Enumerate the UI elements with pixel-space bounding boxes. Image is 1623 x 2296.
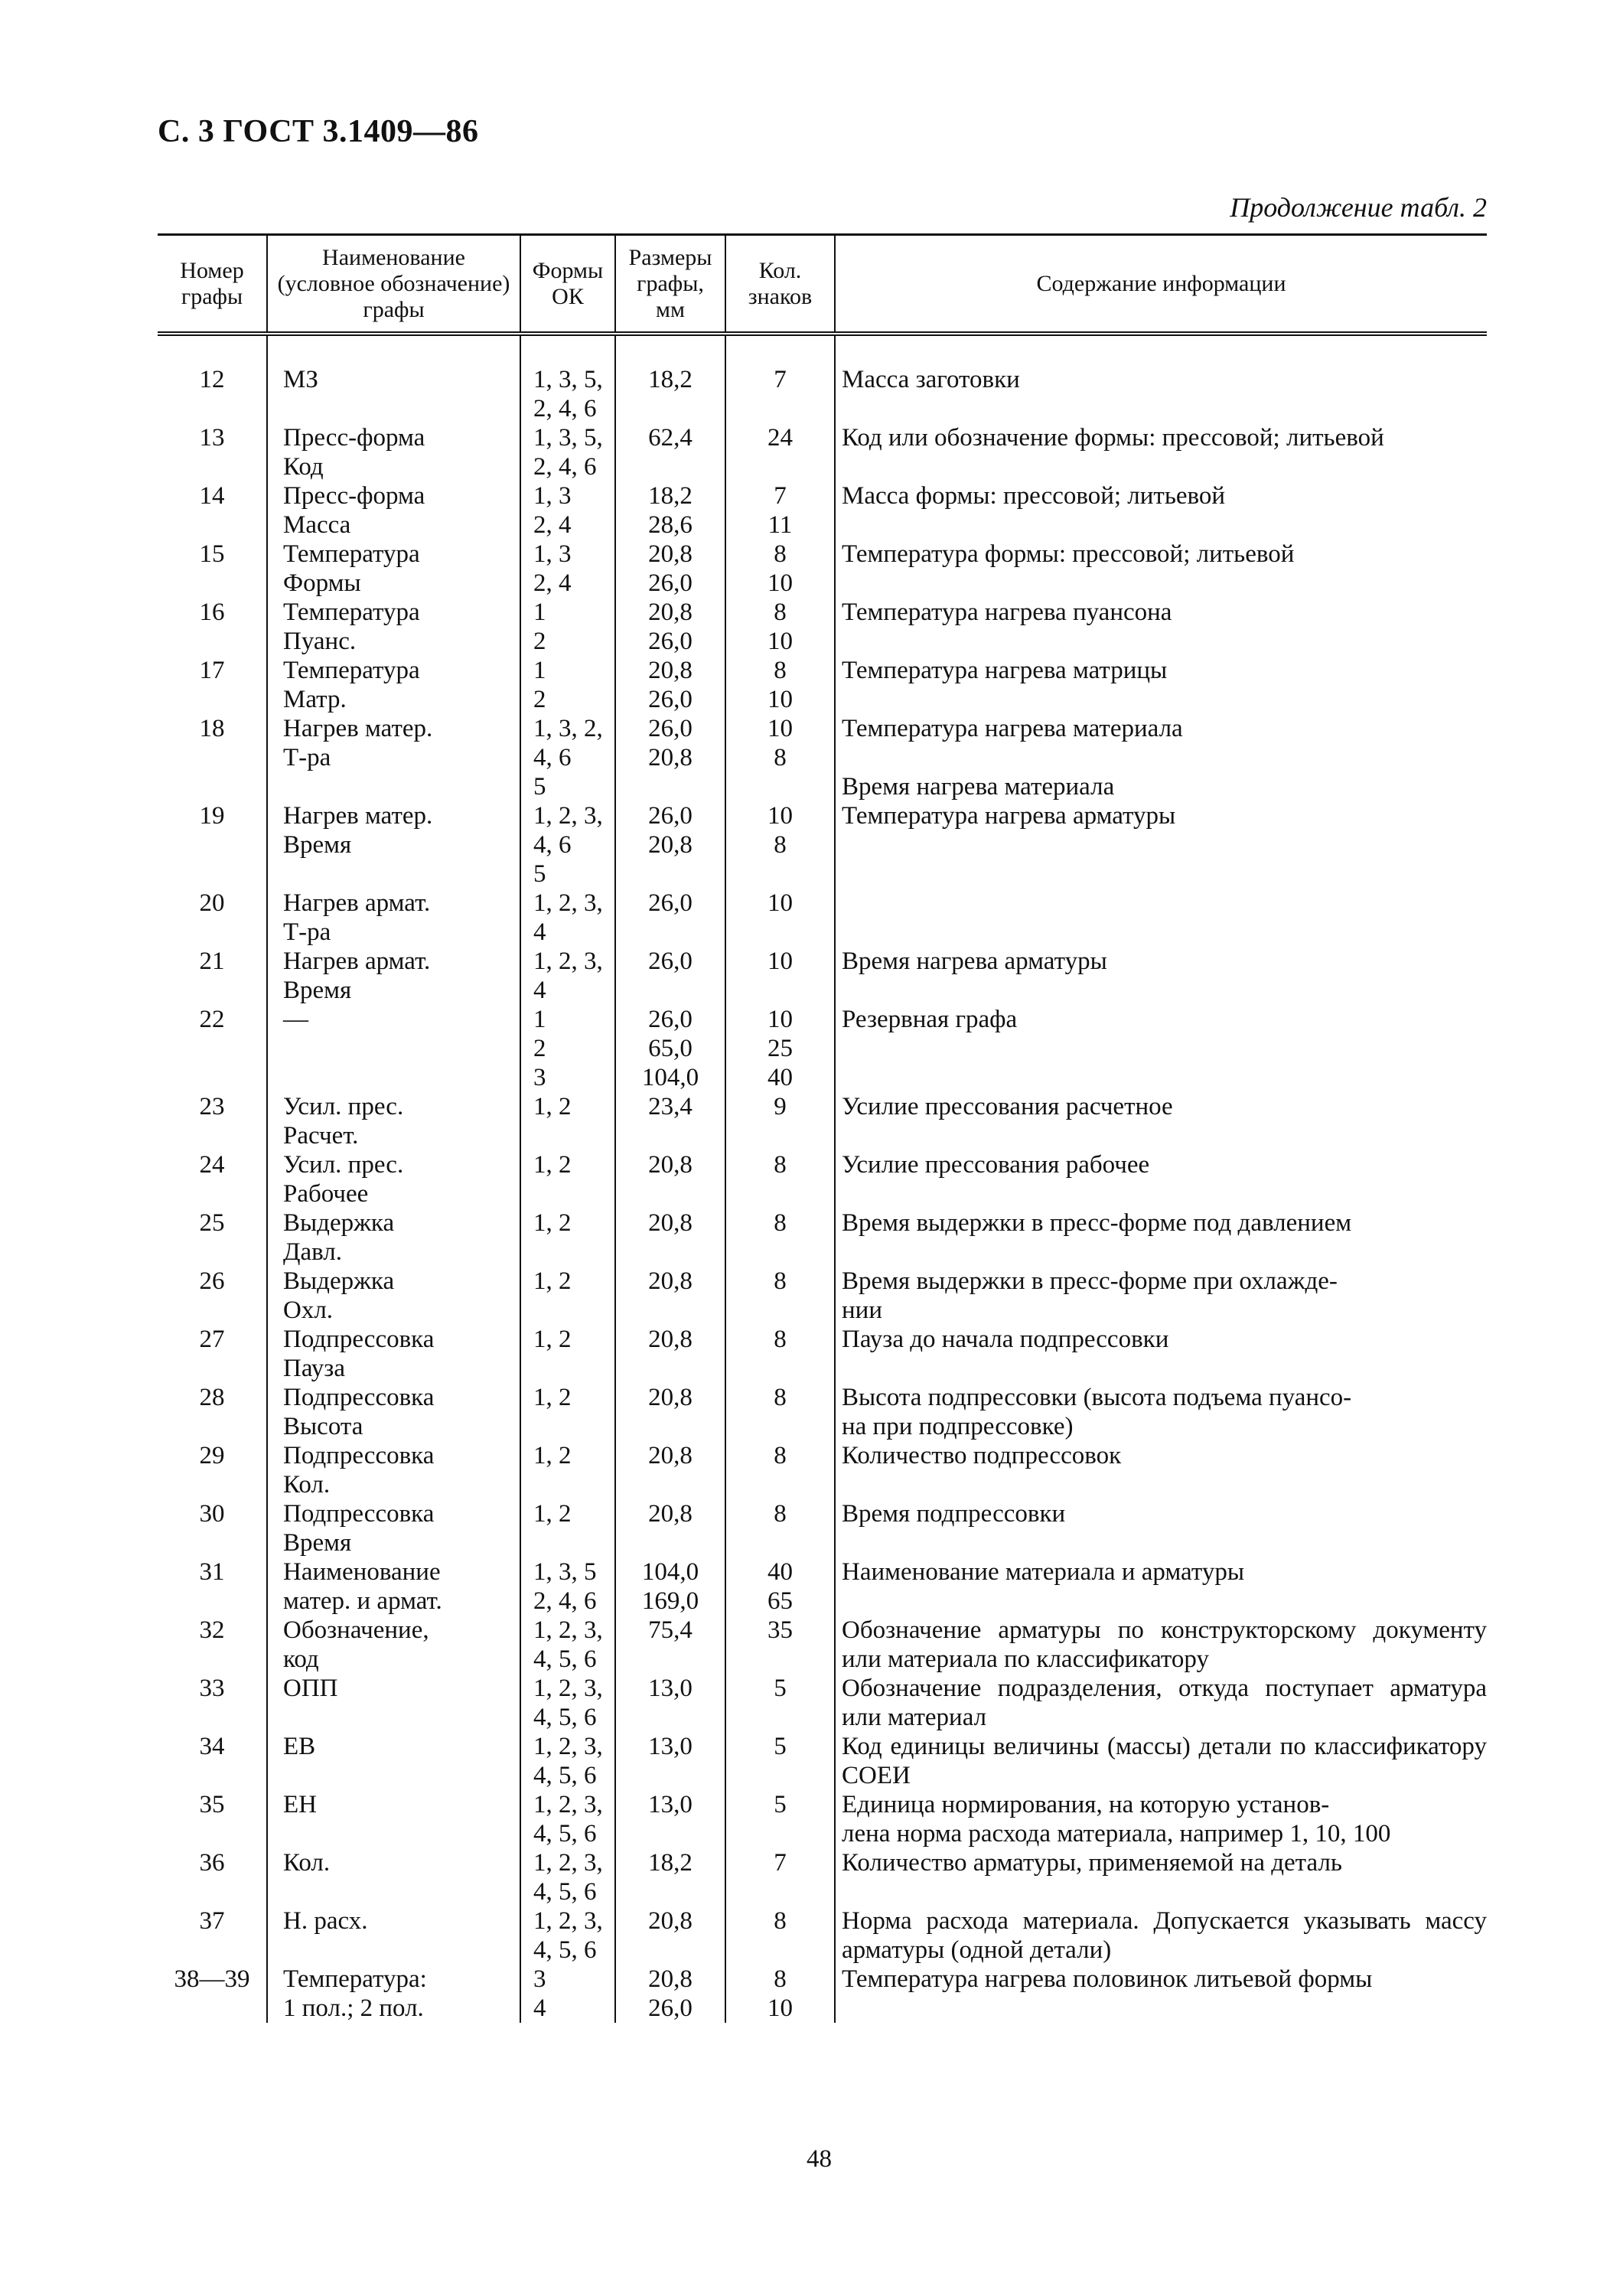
cell-name: Кол. — [267, 1848, 520, 1906]
cell-name: Нагрев армат. Время — [267, 947, 520, 1005]
cell-name: Температура Формы — [267, 540, 520, 598]
cell-info: Время выдержки в пресс-форме при охлажде- нии — [835, 1267, 1487, 1325]
cell-sizes: 104,0 169,0 — [615, 1557, 725, 1616]
cell-name: Выдержка Давл. — [267, 1208, 520, 1267]
cell-forms: 1, 3 2, 4 — [520, 481, 615, 540]
cell-info: Обозначение арматуры по конструкторскому документу или материала по классификатору — [835, 1616, 1487, 1674]
cell-chars: 8 — [725, 1208, 835, 1267]
cell-chars: 8 — [725, 1906, 835, 1965]
cell-number: 32 — [199, 1616, 225, 1644]
cell-info: Температура формы: прессовой; литьевой — [835, 540, 1487, 598]
cell-chars: 8 10 — [725, 540, 835, 598]
table-row — [158, 1499, 1487, 1557]
cell-number: 21 — [199, 947, 225, 975]
cell-chars: 8 10 — [725, 598, 835, 656]
cell-forms: 1, 3, 2, 4, 6 5 — [520, 714, 615, 801]
table-row — [158, 1208, 1487, 1267]
cell-sizes: 20,8 26,0 — [615, 1965, 725, 2023]
column-header-chars: Кол. знаков — [725, 235, 835, 334]
cell-info: Наименование материала и арматуры — [835, 1557, 1487, 1616]
cell-chars: 35 — [725, 1616, 835, 1674]
cell-number: 31 — [199, 1558, 225, 1586]
cell-sizes: 20,8 26,0 — [615, 598, 725, 656]
column-header-name: Наименование (условное обозначение) графы — [267, 235, 520, 334]
cell-name: Усил. прес. Расчет. — [267, 1092, 520, 1150]
cell-name: Выдержка Охл. — [267, 1267, 520, 1325]
table-row — [158, 1092, 1487, 1150]
cell-info: Обозначение подразделения, откуда поступает арматура или материал — [835, 1674, 1487, 1732]
cell-name: Подпрессовка Кол. — [267, 1441, 520, 1499]
table-row — [158, 334, 1487, 423]
cell-forms: 1, 3, 5 2, 4, 6 — [520, 1557, 615, 1616]
table-row — [158, 947, 1487, 1005]
cell-chars: 9 — [725, 1092, 835, 1150]
cell-number: 23 — [199, 1093, 225, 1120]
cell-forms: 1, 2, 3, 4, 5, 6 — [520, 1616, 615, 1674]
table-header-row — [158, 235, 1487, 334]
cell-forms: 1, 2, 3, 4, 5, 6 — [520, 1790, 615, 1848]
cell-forms: 1, 2 — [520, 1499, 615, 1557]
cell-name: ЕВ — [267, 1732, 520, 1790]
table-row — [158, 1732, 1487, 1790]
cell-name: Н. расх. — [267, 1906, 520, 1965]
cell-sizes: 13,0 — [615, 1790, 725, 1848]
page-number: 48 — [807, 2145, 832, 2173]
table-row — [158, 1848, 1487, 1906]
cell-info: Время выдержки в пресс-форме под давлением — [835, 1208, 1487, 1267]
cell-sizes: 26,0 20,8 — [615, 801, 725, 889]
cell-number: 37 — [199, 1907, 225, 1935]
cell-info: Усилие прессования рабочее — [835, 1150, 1487, 1208]
cell-name: Обозначение, код — [267, 1616, 520, 1674]
cell-forms: 1 2 3 — [520, 1005, 615, 1092]
cell-number: 12 — [199, 366, 225, 393]
table-row — [158, 1557, 1487, 1616]
cell-info: Код единицы величины (массы) детали по классификатору СОЕИ — [835, 1732, 1487, 1790]
cell-info: Норма расхода материала. Допускается указывать массу арматуры (одной детали) — [835, 1906, 1487, 1965]
cell-forms: 1, 3, 5, 2, 4, 6 — [520, 334, 615, 423]
table-row — [158, 801, 1487, 889]
table-row — [158, 1005, 1487, 1092]
cell-name: Нагрев армат. Т-ра — [267, 889, 520, 947]
cell-sizes: 26,0 — [615, 889, 725, 947]
cell-number: 29 — [199, 1442, 225, 1469]
cell-forms: 1, 2, 3, 4, 5, 6 — [520, 1848, 615, 1906]
cell-number: 35 — [199, 1791, 225, 1818]
table-row — [158, 481, 1487, 540]
cell-chars: 5 — [725, 1674, 835, 1732]
cell-forms: 1, 2 — [520, 1267, 615, 1325]
page-header: С. 3 ГОСТ 3.1409—86 — [158, 114, 479, 149]
cell-chars: 8 10 — [725, 1965, 835, 2023]
cell-info: Усилие прессования расчетное — [835, 1092, 1487, 1150]
cell-number: 15 — [199, 540, 225, 568]
table-row — [158, 889, 1487, 947]
cell-number: 18 — [199, 715, 225, 742]
cell-info: Температура нагрева половинок литьевой формы — [835, 1965, 1487, 2023]
cell-number: 19 — [199, 802, 225, 830]
cell-info: Пауза до начала подпрессовки — [835, 1325, 1487, 1383]
cell-name: Наименование матер. и армат. — [267, 1557, 520, 1616]
cell-name: Температура Пуанс. — [267, 598, 520, 656]
cell-forms: 3 4 — [520, 1965, 615, 2023]
cell-forms: 1, 2, 3, 4, 5, 6 — [520, 1906, 615, 1965]
cell-sizes: 26,0 — [615, 947, 725, 1005]
cell-forms: 1, 3, 5, 2, 4, 6 — [520, 423, 615, 481]
cell-name: Усил. прес. Рабочее — [267, 1150, 520, 1208]
cell-info: Температура нагрева материала Время нагрева материала — [835, 714, 1487, 801]
cell-forms: 1, 2, 3, 4, 5, 6 — [520, 1732, 615, 1790]
cell-number: 16 — [199, 598, 225, 626]
cell-chars: 10 — [725, 889, 835, 947]
table-row — [158, 1790, 1487, 1848]
cell-name: Температура Матр. — [267, 656, 520, 714]
cell-info: Резервная графа — [835, 1005, 1487, 1092]
table-row — [158, 656, 1487, 714]
cell-forms: 1 2 — [520, 598, 615, 656]
cell-name: — — [267, 1005, 520, 1092]
cell-name: ОПП — [267, 1674, 520, 1732]
column-header-sizes: Размеры графы, мм — [615, 235, 725, 334]
cell-info: Температура нагрева матрицы — [835, 656, 1487, 714]
cell-number: 20 — [199, 889, 225, 917]
cell-chars: 8 — [725, 1499, 835, 1557]
table-row — [158, 714, 1487, 801]
cell-forms: 1, 2, 3, 4 — [520, 889, 615, 947]
table-row — [158, 1267, 1487, 1325]
column-header-forms: Формы ОК — [520, 235, 615, 334]
cell-info: Температура нагрева пуансона — [835, 598, 1487, 656]
cell-forms: 1, 2, 3, 4, 5, 6 — [520, 1674, 615, 1732]
cell-info: Масса формы: прессовой; литьевой — [835, 481, 1487, 540]
cell-sizes: 26,0 65,0 104,0 — [615, 1005, 725, 1092]
cell-name: Нагрев матер. Время — [267, 801, 520, 889]
cell-sizes: 20,8 26,0 — [615, 656, 725, 714]
cell-chars: 8 — [725, 1325, 835, 1383]
cell-chars: 40 65 — [725, 1557, 835, 1616]
cell-info: Температура нагрева арматуры — [835, 801, 1487, 889]
cell-sizes: 20,8 — [615, 1906, 725, 1965]
cell-sizes: 75,4 — [615, 1616, 725, 1674]
cell-sizes: 20,8 — [615, 1325, 725, 1383]
table-row — [158, 1965, 1487, 2023]
cell-info: Код или обозначение формы: прессовой; литьевой — [835, 423, 1487, 481]
cell-number: 26 — [199, 1267, 225, 1295]
cell-number: 38—39 — [174, 1965, 250, 1993]
cell-name: Пресс-форма Масса — [267, 481, 520, 540]
cell-forms: 1, 2, 3, 4, 6 5 — [520, 801, 615, 889]
cell-chars: 5 — [725, 1790, 835, 1848]
table-row — [158, 423, 1487, 481]
cell-sizes: 18,2 28,6 — [615, 481, 725, 540]
cell-sizes: 23,4 — [615, 1092, 725, 1150]
cell-chars: 5 — [725, 1732, 835, 1790]
table-row — [158, 1383, 1487, 1441]
cell-number: 30 — [199, 1500, 225, 1528]
cell-info — [835, 889, 1487, 947]
table-continuation-label: Продолжение табл. 2 — [1230, 192, 1487, 223]
cell-name: Подпрессовка Пауза — [267, 1325, 520, 1383]
cell-number: 34 — [199, 1733, 225, 1760]
cell-chars: 10 — [725, 947, 835, 1005]
cell-chars: 8 — [725, 1150, 835, 1208]
cell-info: Высота подпрессовки (высота подъема пуансо- на при подпрессовке) — [835, 1383, 1487, 1441]
cell-sizes: 18,2 — [615, 334, 725, 423]
cell-forms: 1, 2 — [520, 1325, 615, 1383]
cell-forms: 1, 2 — [520, 1150, 615, 1208]
cell-chars: 10 8 — [725, 714, 835, 801]
cell-sizes: 20,8 — [615, 1441, 725, 1499]
table-row — [158, 1906, 1487, 1965]
cell-number: 33 — [199, 1675, 225, 1702]
cell-sizes: 18,2 — [615, 1848, 725, 1906]
cell-forms: 1, 2 — [520, 1441, 615, 1499]
cell-chars: 8 10 — [725, 656, 835, 714]
cell-name: Температура: 1 пол.; 2 пол. — [267, 1965, 520, 2023]
cell-number: 27 — [199, 1326, 225, 1353]
cell-sizes: 13,0 — [615, 1732, 725, 1790]
cell-sizes: 20,8 — [615, 1208, 725, 1267]
table-row — [158, 1616, 1487, 1674]
cell-sizes: 20,8 26,0 — [615, 540, 725, 598]
cell-name: Подпрессовка Высота — [267, 1383, 520, 1441]
cell-number: 36 — [199, 1849, 225, 1877]
table-row — [158, 540, 1487, 598]
cell-info: Масса заготовки — [835, 334, 1487, 423]
cell-forms: 1, 2 — [520, 1092, 615, 1150]
cell-sizes: 20,8 — [615, 1383, 725, 1441]
table-body — [158, 334, 1487, 2023]
cell-sizes: 26,0 20,8 — [615, 714, 725, 801]
cell-chars: 7 11 — [725, 481, 835, 540]
parameters-table — [158, 233, 1487, 2023]
cell-forms: 1, 3 2, 4 — [520, 540, 615, 598]
cell-info: Количество арматуры, применяемой на деталь — [835, 1848, 1487, 1906]
cell-info: Время подпрессовки — [835, 1499, 1487, 1557]
cell-info: Единица нормирования, на которую установ- лена норма расхода материала, например 1, 10, 100 — [835, 1790, 1487, 1848]
cell-sizes: 20,8 — [615, 1267, 725, 1325]
cell-chars: 8 — [725, 1383, 835, 1441]
cell-number: 25 — [199, 1209, 225, 1237]
cell-forms: 1, 2, 3, 4 — [520, 947, 615, 1005]
table-row — [158, 1325, 1487, 1383]
cell-chars: 7 — [725, 1848, 835, 1906]
cell-forms: 1, 2 — [520, 1383, 615, 1441]
column-header-info: Содержание информации — [835, 235, 1487, 334]
cell-name: ЕН — [267, 1790, 520, 1848]
cell-sizes: 13,0 — [615, 1674, 725, 1732]
cell-info: Время нагрева арматуры — [835, 947, 1487, 1005]
cell-chars: 24 — [725, 423, 835, 481]
cell-chars: 8 — [725, 1267, 835, 1325]
table-row — [158, 1150, 1487, 1208]
column-header-number: Номер графы — [158, 235, 267, 334]
cell-number: 17 — [199, 657, 225, 684]
table-row — [158, 1441, 1487, 1499]
cell-number: 13 — [199, 424, 225, 452]
cell-number: 28 — [199, 1384, 225, 1411]
cell-chars: 10 25 40 — [725, 1005, 835, 1092]
table-row — [158, 1674, 1487, 1732]
cell-chars: 7 — [725, 334, 835, 423]
cell-forms: 1 2 — [520, 656, 615, 714]
cell-chars: 10 8 — [725, 801, 835, 889]
cell-forms: 1, 2 — [520, 1208, 615, 1267]
cell-name: Нагрев матер. Т-ра — [267, 714, 520, 801]
cell-number: 22 — [199, 1006, 225, 1033]
cell-info: Количество подпрессовок — [835, 1441, 1487, 1499]
cell-sizes: 62,4 — [615, 423, 725, 481]
cell-sizes: 20,8 — [615, 1150, 725, 1208]
cell-sizes: 20,8 — [615, 1499, 725, 1557]
cell-name: МЗ — [267, 334, 520, 423]
cell-number: 14 — [199, 482, 225, 510]
cell-name: Подпрессовка Время — [267, 1499, 520, 1557]
table-row — [158, 598, 1487, 656]
cell-chars: 8 — [725, 1441, 835, 1499]
cell-name: Пресс-форма Код — [267, 423, 520, 481]
cell-number: 24 — [199, 1151, 225, 1179]
